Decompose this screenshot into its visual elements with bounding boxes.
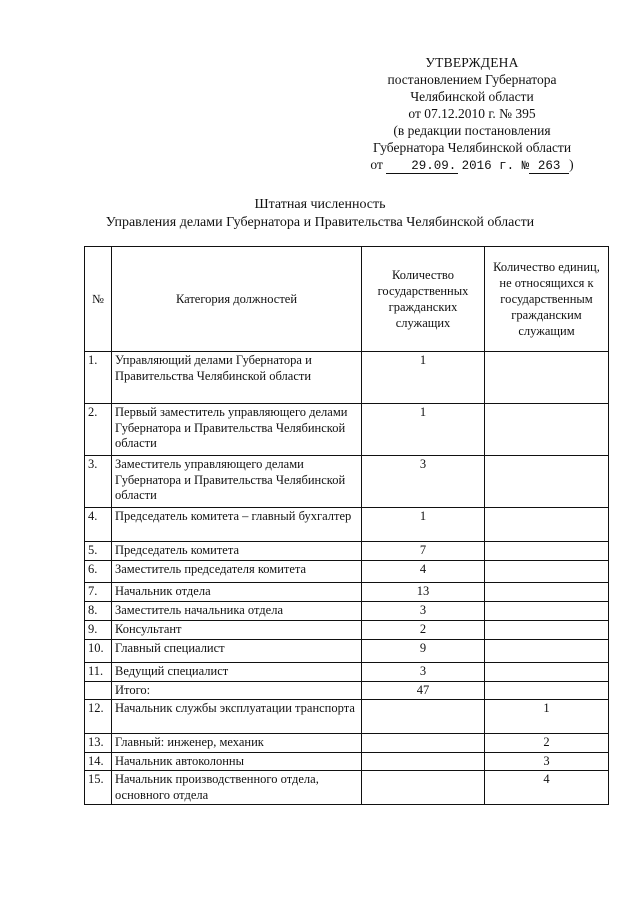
row-non-civil-count: 3 <box>485 752 609 771</box>
table-row <box>85 771 609 805</box>
row-civil-count: 3 <box>362 456 485 508</box>
table-row <box>85 639 609 662</box>
table-row <box>85 508 609 542</box>
row-civil-count: 47 <box>362 681 485 700</box>
row-civil-count: 13 <box>362 583 485 602</box>
row-category: Заместитель управляющего делами Губернатора и Правительства Челябинской области <box>112 456 362 508</box>
amendment-closing: ) <box>569 157 574 172</box>
row-category: Начальник службы эксплуатации транспорта <box>112 700 362 734</box>
row-civil-count: 7 <box>362 542 485 561</box>
staff-table <box>84 246 609 805</box>
row-category: Главный: инженер, механик <box>112 734 362 753</box>
approval-block <box>340 54 604 175</box>
header-civil: Количество государственных гражданских служащих <box>362 247 485 352</box>
row-non-civil-count: 2 <box>485 734 609 753</box>
row-civil-count <box>362 752 485 771</box>
row-non-civil-count <box>485 583 609 602</box>
row-category: Начальник производственного отдела, основного отдела <box>112 771 362 805</box>
table-row <box>85 681 609 700</box>
header-category: Категория должностей <box>112 247 362 352</box>
row-number <box>85 681 112 700</box>
approval-line: (в редакции постановления <box>393 123 551 138</box>
row-non-civil-count: 4 <box>485 771 609 805</box>
row-number: 15. <box>85 771 112 805</box>
row-category: Председатель комитета <box>112 542 362 561</box>
row-non-civil-count <box>485 456 609 508</box>
approval-line: Челябинской области <box>410 89 534 104</box>
row-non-civil-count: 1 <box>485 700 609 734</box>
row-non-civil-count <box>485 681 609 700</box>
amendment-date: 29.09. <box>386 159 458 174</box>
title-line-2: Управления делами Губернатора и Правительства Челябинской области <box>105 215 535 230</box>
table-row <box>85 662 609 681</box>
row-civil-count <box>362 734 485 753</box>
approval-title: УТВЕРЖДЕНА <box>425 55 519 70</box>
row-non-civil-count <box>485 508 609 542</box>
title-line-1: Штатная численность <box>254 197 386 212</box>
row-category: Итого: <box>112 681 362 700</box>
table-row <box>85 583 609 602</box>
approval-original-date: от 07.12.2010 г. № 395 <box>408 106 536 121</box>
row-civil-count: 3 <box>362 602 485 621</box>
row-non-civil-count <box>485 542 609 561</box>
row-number: 3. <box>85 456 112 508</box>
header-num: № <box>85 247 112 352</box>
row-category: Главный специалист <box>112 639 362 662</box>
row-civil-count: 2 <box>362 620 485 639</box>
approval-line: Губернатора Челябинской области <box>372 140 572 155</box>
row-number: 6. <box>85 561 112 583</box>
amendment-number: 263 <box>529 159 569 174</box>
row-number: 10. <box>85 639 112 662</box>
table-row <box>85 404 609 456</box>
row-category: Ведущий специалист <box>112 662 362 681</box>
table-row <box>85 561 609 583</box>
row-number: 4. <box>85 508 112 542</box>
row-non-civil-count <box>485 639 609 662</box>
row-number: 12. <box>85 700 112 734</box>
row-number: 11. <box>85 662 112 681</box>
row-civil-count: 1 <box>362 352 485 404</box>
table-row <box>85 456 609 508</box>
row-non-civil-count <box>485 620 609 639</box>
row-category: Начальник отдела <box>112 583 362 602</box>
table-row <box>85 542 609 561</box>
row-number: 14. <box>85 752 112 771</box>
row-category: Управляющий делами Губернатора и Правительства Челябинской области <box>112 352 362 404</box>
row-non-civil-count <box>485 602 609 621</box>
amendment-prefix: от <box>370 157 383 172</box>
row-number: 2. <box>85 404 112 456</box>
row-non-civil-count <box>485 662 609 681</box>
row-number: 7. <box>85 583 112 602</box>
row-category: Первый заместитель управляющего делами Губернатора и Правительства Челябинской области <box>112 404 362 456</box>
row-number: 13. <box>85 734 112 753</box>
row-civil-count: 1 <box>362 404 485 456</box>
row-civil-count: 1 <box>362 508 485 542</box>
approval-line: постановлением Губернатора <box>387 72 557 87</box>
table-row <box>85 734 609 753</box>
row-non-civil-count <box>485 352 609 404</box>
document-title <box>60 196 580 232</box>
row-civil-count <box>362 700 485 734</box>
table-body <box>85 352 609 805</box>
row-category: Заместитель председателя комитета <box>112 561 362 583</box>
row-non-civil-count <box>485 561 609 583</box>
row-civil-count: 3 <box>362 662 485 681</box>
amendment-year: 2016 г. № <box>461 159 530 173</box>
row-category: Председатель комитета – главный бухгалтер <box>112 508 362 542</box>
table-header-row <box>85 247 609 352</box>
row-number: 5. <box>85 542 112 561</box>
row-number: 1. <box>85 352 112 404</box>
row-category: Заместитель начальника отдела <box>112 602 362 621</box>
row-civil-count: 9 <box>362 639 485 662</box>
row-civil-count <box>362 771 485 805</box>
row-category: Консультант <box>112 620 362 639</box>
table-row <box>85 620 609 639</box>
row-number: 8. <box>85 602 112 621</box>
header-non-civil: Количество единиц, не относящихся к государственным гражданским служащим <box>485 247 609 352</box>
row-non-civil-count <box>485 404 609 456</box>
row-number: 9. <box>85 620 112 639</box>
table-row <box>85 752 609 771</box>
row-civil-count: 4 <box>362 561 485 583</box>
amendment-line <box>340 156 604 175</box>
table-row <box>85 352 609 404</box>
table-row <box>85 700 609 734</box>
table-row <box>85 602 609 621</box>
row-category: Начальник автоколонны <box>112 752 362 771</box>
